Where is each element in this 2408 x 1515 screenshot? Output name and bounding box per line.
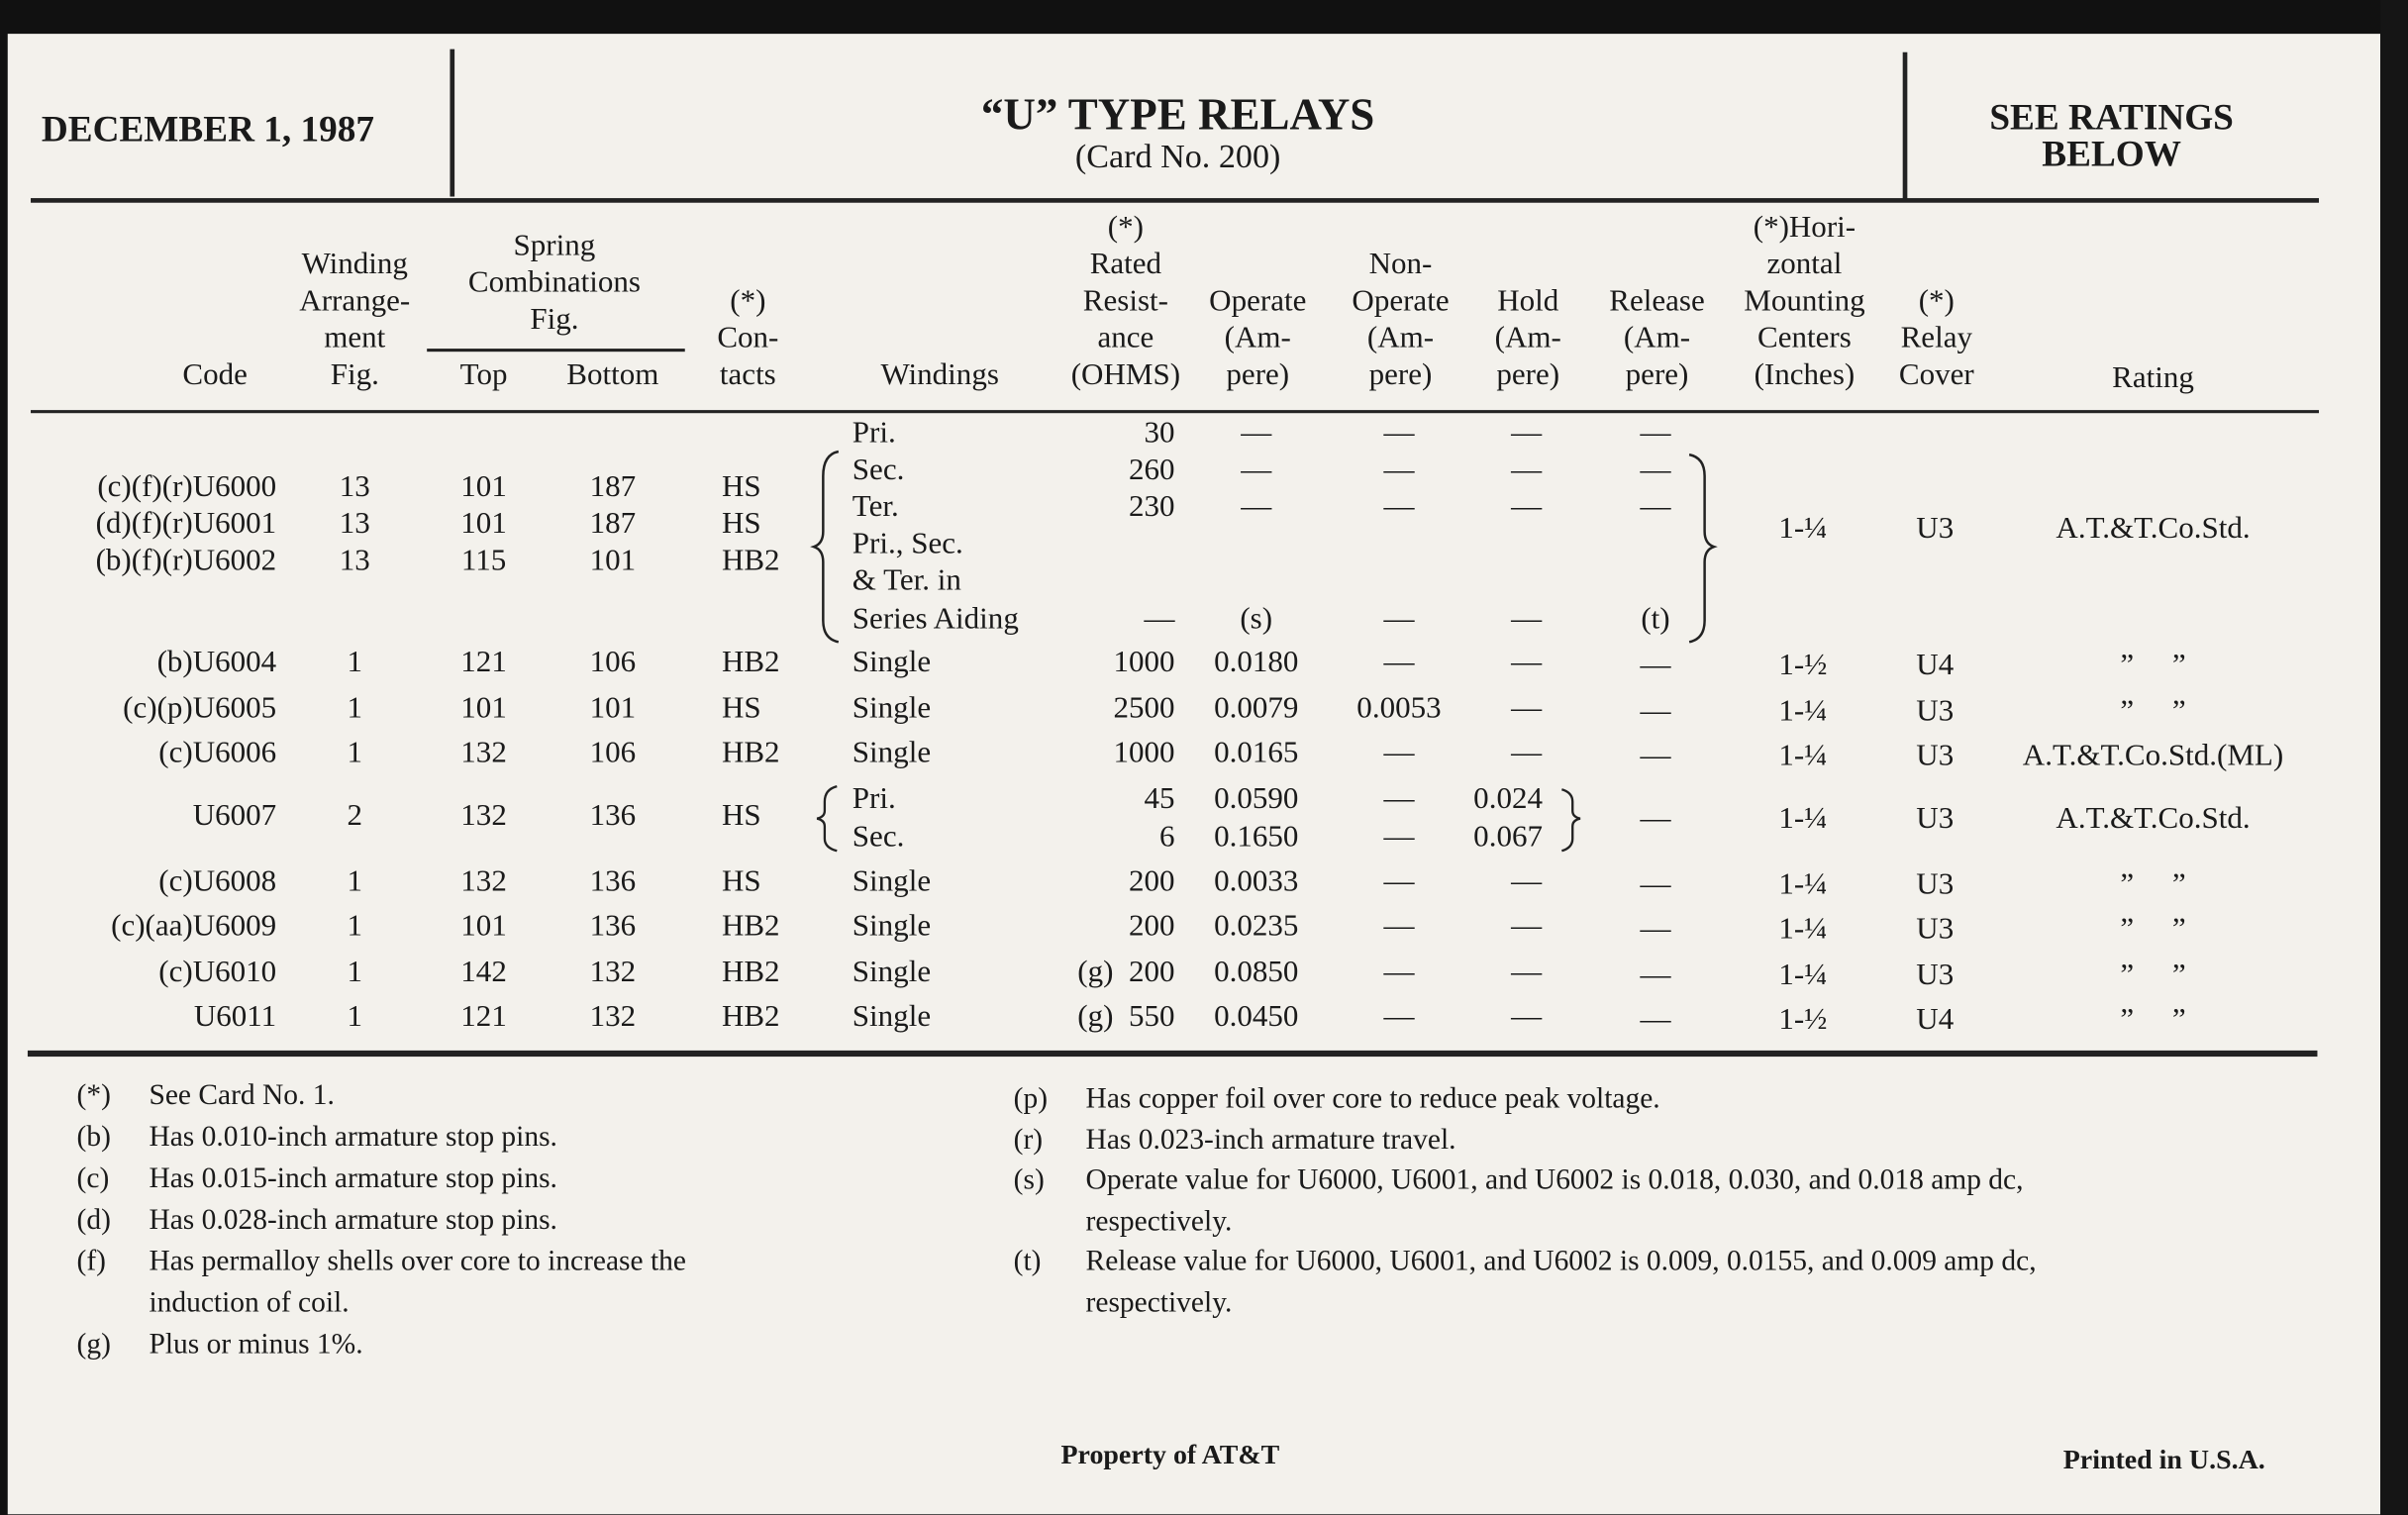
relay-cover: U3: [1916, 867, 1955, 902]
header-line: (*): [1107, 210, 1144, 245]
left-brace-icon: [814, 452, 839, 642]
relay-cover: U3: [1916, 511, 1955, 546]
printed-label: Printed in U.S.A.: [2062, 1443, 2265, 1474]
header-line: Rating: [2112, 360, 2194, 395]
winding: Single: [852, 999, 932, 1034]
rating: ” ”: [2120, 867, 2186, 902]
spring-top: 101: [460, 909, 507, 944]
footnote-text: See Card No. 1.: [149, 1079, 335, 1112]
winding: Single: [852, 645, 932, 679]
table-bottom-rule: [28, 1051, 2318, 1056]
spring-top: 101: [460, 690, 507, 726]
operate-current: 0.0590: [1214, 781, 1299, 816]
mounting-centers: 1-¼: [1778, 867, 1828, 902]
footnote-text: Plus or minus 1%.: [149, 1328, 363, 1362]
header-line: Fig.: [330, 357, 379, 392]
header-line: Winding: [301, 247, 408, 281]
resistance: 1000: [1113, 645, 1175, 679]
header-line: Non-: [1368, 247, 1433, 281]
spring-top: 101: [460, 469, 507, 504]
header-line: (Am-: [1366, 321, 1435, 355]
non-operate-current: —: [1383, 489, 1415, 524]
relay-code: (d)(f)(r)U6001: [95, 506, 277, 541]
resistance: 200: [1128, 864, 1175, 899]
release-current: —: [1640, 648, 1671, 682]
release-current: —: [1640, 867, 1671, 902]
relay-code: (c)(f)(r)U6000: [97, 469, 277, 504]
header-line: (*): [730, 283, 766, 319]
spring-bottom: 187: [589, 469, 637, 504]
spring-top: 121: [460, 999, 507, 1034]
footnote-text: Has copper foil over core to reduce peak voltage.: [1085, 1082, 1660, 1116]
winding-fig: 1: [347, 999, 363, 1034]
release-current: —: [1640, 958, 1671, 992]
hold-current: —: [1511, 735, 1543, 770]
relay-cover: U3: [1916, 694, 1955, 729]
contacts: HB2: [721, 999, 780, 1034]
header-line: ance: [1097, 321, 1154, 355]
winding: Pri.: [852, 781, 896, 816]
rating: ” ”: [2120, 694, 2186, 729]
header-line: Relay: [1900, 321, 1972, 355]
release-current: —: [1640, 489, 1671, 524]
spring-top: 132: [460, 798, 507, 833]
spring-top: 132: [460, 864, 507, 899]
spring-top: 142: [460, 955, 507, 989]
spring-bottom: 136: [589, 909, 637, 944]
header-line: Rated: [1089, 247, 1162, 281]
hold-current: —: [1511, 416, 1543, 451]
footnote-text: respectively.: [1085, 1285, 1233, 1319]
spring-bottom: 132: [589, 955, 637, 989]
winding-fig: 13: [339, 544, 370, 578]
release-current: —: [1640, 416, 1671, 451]
footnote-key: (c): [76, 1162, 110, 1195]
resistance: 2500: [1113, 690, 1175, 726]
contacts: HS: [721, 690, 761, 726]
hold-current: —: [1511, 690, 1543, 726]
spring-bottom: 136: [589, 798, 637, 833]
hold-current: —: [1511, 453, 1543, 487]
operate-current: 0.0850: [1214, 955, 1299, 989]
footnote-text: induction of coil.: [149, 1286, 350, 1320]
footnote-key: (b): [76, 1121, 111, 1154]
operate-current: —: [1241, 453, 1272, 487]
non-operate-current: —: [1383, 999, 1415, 1034]
winding: Sec.: [852, 820, 905, 855]
release-current: —: [1640, 694, 1671, 729]
relay-cover: U3: [1916, 801, 1955, 836]
header-line: Centers: [1757, 321, 1852, 355]
rating: ” ”: [2120, 648, 2186, 682]
header-line: (Am-: [1494, 321, 1561, 355]
header-line: Release: [1609, 283, 1705, 319]
winding-fig: 1: [347, 645, 363, 679]
footnote-key: (f): [76, 1245, 106, 1278]
right-brace-icon: [1561, 789, 1580, 851]
contacts: HB2: [721, 909, 780, 944]
winding: Ter.: [852, 489, 899, 524]
contacts: HB2: [721, 955, 780, 989]
card-subtitle: (Card No. 200): [1074, 137, 1281, 175]
relay-code: (c)U6008: [158, 864, 277, 899]
header-line: (*)Hori-: [1753, 210, 1856, 245]
header-line: (*): [1918, 283, 1955, 319]
resistance: (g) 550: [1077, 999, 1175, 1034]
resistance: (g) 200: [1077, 955, 1175, 989]
rating: ” ”: [2120, 1002, 2186, 1037]
relay-code: (c)(p)U6005: [123, 690, 277, 726]
header-line: Windings: [880, 357, 999, 392]
winding-fig: 13: [339, 506, 370, 541]
footnote-text: respectively.: [1085, 1204, 1233, 1238]
resistance: 30: [1144, 416, 1175, 451]
ratings-note-line2: BELOW: [2042, 135, 2181, 175]
relay-code: U6011: [193, 999, 277, 1034]
contacts: HS: [721, 864, 761, 899]
winding: & Ter. in: [852, 563, 961, 598]
non-operate-current: —: [1383, 955, 1415, 989]
footnote-key: (r): [1013, 1123, 1044, 1157]
operate-current: 0.0450: [1214, 999, 1299, 1034]
release-current: —: [1640, 739, 1671, 773]
non-operate-current: —: [1383, 453, 1415, 487]
card-date: DECEMBER 1, 1987: [41, 110, 374, 151]
non-operate-current: —: [1383, 781, 1415, 816]
relay-cover: U3: [1916, 958, 1955, 992]
spring-bottom: 132: [589, 999, 637, 1034]
winding: Sec.: [852, 453, 905, 487]
operate-current: 0.0033: [1214, 864, 1299, 899]
contacts: HS: [721, 469, 761, 504]
resistance: 260: [1128, 453, 1175, 487]
winding: Series Aiding: [852, 601, 1019, 637]
mounting-centers: 1-¼: [1778, 958, 1828, 992]
spring-bottom: 101: [589, 544, 637, 578]
rating: A.T.&T.Co.Std.: [2056, 511, 2251, 546]
resistance: —: [1144, 601, 1175, 637]
hold-current: —: [1511, 909, 1543, 944]
operate-current: 0.1650: [1214, 820, 1299, 855]
header-line: Arrange-: [299, 283, 411, 319]
winding-fig: 1: [347, 909, 363, 944]
footnote-text: Release value for U6000, U6001, and U6002 is 0.009, 0.0155, and 0.009 amp dc,: [1085, 1245, 2037, 1278]
footnote-text: Has 0.010-inch armature stop pins.: [149, 1121, 557, 1154]
header-line: (OHMS): [1070, 357, 1181, 392]
spring-top: 115: [460, 544, 507, 578]
hold-current: —: [1511, 864, 1543, 899]
footnote-key: (*): [76, 1079, 111, 1112]
winding-fig: 2: [347, 798, 363, 833]
non-operate-current: —: [1383, 601, 1415, 637]
mounting-centers: 1-½: [1778, 1002, 1828, 1037]
header-line: (Inches): [1754, 357, 1856, 392]
operate-current: 0.0180: [1214, 645, 1299, 679]
footnote-key: (s): [1013, 1163, 1045, 1197]
relay-code: U6007: [192, 798, 277, 833]
footnote-key: (g): [76, 1328, 111, 1362]
winding-fig: 1: [347, 955, 363, 989]
winding-fig: 13: [339, 469, 370, 504]
operate-current: 0.0235: [1214, 909, 1299, 944]
resistance: 45: [1144, 781, 1175, 816]
relay-code: (c)(aa)U6009: [111, 909, 277, 944]
winding: Pri., Sec.: [852, 526, 963, 561]
winding-fig: 1: [347, 735, 363, 770]
mounting-centers: 1-¼: [1778, 912, 1828, 947]
card-title: “U” TYPE RELAYS: [980, 90, 1375, 141]
header-line: pere): [1496, 357, 1560, 392]
operate-current: (s): [1240, 601, 1273, 637]
spring-top: 132: [460, 735, 507, 770]
relay-cover: U4: [1916, 648, 1955, 682]
header-line: Fig.: [530, 302, 579, 337]
hold-current: —: [1511, 601, 1543, 637]
header-line: Cover: [1898, 357, 1974, 392]
mounting-centers: 1-¼: [1778, 511, 1828, 546]
footnote-text: Has 0.028-inch armature stop pins.: [149, 1203, 557, 1237]
hold-current: —: [1511, 645, 1543, 679]
right-brace-icon: [1689, 454, 1714, 642]
footnote-key: (p): [1013, 1082, 1049, 1116]
winding: Single: [852, 955, 932, 989]
relay-cover: U4: [1916, 1002, 1955, 1037]
rating: ” ”: [2120, 958, 2186, 992]
header-line: Bottom: [566, 357, 659, 392]
mounting-centers: 1-¼: [1778, 801, 1828, 836]
contacts: HB2: [721, 645, 780, 679]
winding: Single: [852, 735, 932, 770]
hold-current: —: [1511, 999, 1543, 1034]
header-line: Operate: [1209, 283, 1307, 319]
winding: Pri.: [852, 416, 896, 451]
winding: Single: [852, 909, 932, 944]
resistance: 6: [1159, 820, 1175, 855]
winding: Single: [852, 864, 932, 899]
header-line: Con-: [717, 321, 779, 355]
header-line: (Am-: [1623, 321, 1691, 355]
spring-bottom: 187: [589, 506, 637, 541]
release-current: (t): [1641, 601, 1670, 637]
header-line: Code: [182, 357, 248, 392]
header-line: pere): [1368, 357, 1433, 392]
header-line: ment: [324, 321, 386, 355]
release-current: —: [1640, 453, 1671, 487]
header-line: Spring: [513, 229, 596, 263]
header-line: Mounting: [1744, 283, 1865, 319]
hold-current: —: [1511, 955, 1543, 989]
header-line: Operate: [1352, 283, 1450, 319]
operate-current: —: [1241, 416, 1272, 451]
non-operate-current: —: [1383, 735, 1415, 770]
winding-fig: 1: [347, 690, 363, 726]
non-operate-current: —: [1383, 820, 1415, 855]
winding: Single: [852, 690, 932, 726]
operate-current: —: [1241, 489, 1272, 524]
hold-current: 0.067: [1473, 820, 1543, 855]
ratings-note-line1: SEE RATINGS: [1989, 98, 2234, 139]
spring-bottom: 106: [589, 735, 637, 770]
property-label: Property of AT&T: [1060, 1439, 1280, 1470]
relay-cover: U3: [1916, 739, 1955, 773]
spring-top: 121: [460, 645, 507, 679]
rating: ” ”: [2120, 912, 2186, 947]
non-operate-current: —: [1383, 864, 1415, 899]
relay-cover: U3: [1916, 912, 1955, 947]
header-line: zontal: [1766, 247, 1843, 281]
non-operate-current: —: [1383, 416, 1415, 451]
footnote-key: (d): [76, 1203, 111, 1237]
release-current: —: [1640, 1002, 1671, 1037]
header-line: pere): [1625, 357, 1689, 392]
relay-code: (c)U6006: [158, 735, 277, 770]
footnote-text: Operate value for U6000, U6001, and U6002 is 0.018, 0.030, and 0.018 amp dc,: [1085, 1163, 2024, 1197]
operate-current: 0.0079: [1214, 690, 1299, 726]
footnote-text: Has 0.023-inch armature travel.: [1085, 1123, 1456, 1157]
winding-fig: 1: [347, 864, 363, 899]
rating: A.T.&T.Co.Std.(ML): [2022, 739, 2284, 773]
mounting-centers: 1-¼: [1778, 739, 1828, 773]
hold-current: —: [1511, 489, 1543, 524]
hold-current: 0.024: [1473, 781, 1543, 816]
header-line: pere): [1226, 357, 1290, 392]
resistance: 230: [1128, 489, 1175, 524]
mounting-centers: 1-¼: [1778, 694, 1828, 729]
footnote-key: (t): [1013, 1245, 1042, 1278]
relay-code: (b)(f)(r)U6002: [95, 544, 277, 578]
contacts: HB2: [721, 544, 780, 578]
relay-code: (b)U6004: [156, 645, 277, 679]
resistance: 1000: [1113, 735, 1175, 770]
release-current: —: [1640, 912, 1671, 947]
header-line: Resist-: [1082, 283, 1168, 319]
rating: A.T.&T.Co.Std.: [2056, 801, 2251, 836]
contacts: HS: [721, 798, 761, 833]
header-line: Top: [459, 357, 508, 392]
header-line: Combinations: [467, 265, 641, 300]
contacts: HS: [721, 506, 761, 541]
resistance: 200: [1128, 909, 1175, 944]
spring-bottom: 106: [589, 645, 637, 679]
left-brace-icon: [817, 786, 837, 851]
non-operate-current: 0.0053: [1356, 690, 1442, 726]
relay-code: (c)U6010: [158, 955, 277, 989]
mounting-centers: 1-½: [1778, 648, 1828, 682]
footnote-text: Has 0.015-inch armature stop pins.: [149, 1162, 557, 1195]
non-operate-current: —: [1383, 645, 1415, 679]
header-line: Hold: [1497, 283, 1559, 319]
spring-top: 101: [460, 506, 507, 541]
footnote-text: Has permalloy shells over core to increase the: [149, 1245, 686, 1278]
operate-current: 0.0165: [1214, 735, 1299, 770]
spring-bottom: 136: [589, 864, 637, 899]
spring-bottom: 101: [589, 690, 637, 726]
contacts: HB2: [721, 735, 780, 770]
non-operate-current: —: [1383, 909, 1415, 944]
header-line: (Am-: [1224, 321, 1291, 355]
header-line: tacts: [719, 357, 776, 392]
release-current: —: [1640, 801, 1671, 836]
